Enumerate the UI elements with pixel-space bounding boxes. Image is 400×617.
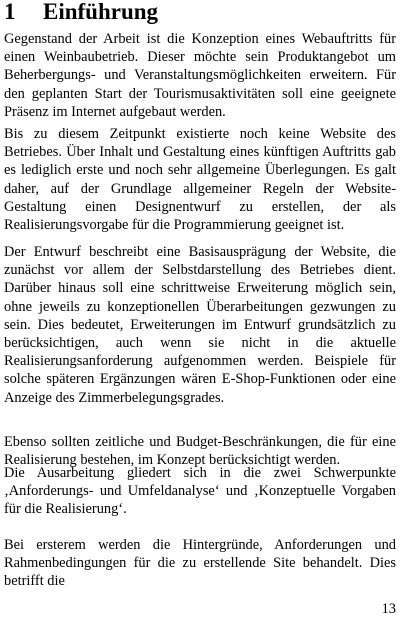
page-number: 13 bbox=[381, 601, 396, 617]
paragraph-initial-situation: Bis zu diesem Zeitpunkt existierte noch keine Website des Betriebes. Über Inhalt und Gestaltung eines künftigen Auftritts gab es lediglich erste und noch sehr allgemeine Überlegungen. Es galt daher, auf der Grundlage allgemeiner Regeln der Website-Gestaltung einen Designentwurf zu erstellen, der als Realisierungsvorgabe für die Programmierung geeignet ist. bbox=[4, 126, 396, 234]
chapter-title: Einführung bbox=[43, 0, 159, 24]
paragraph-analysis-intro: Bei ersterem werden die Hintergründe, Anforderungen und Rahmenbedingungen für die zu erstellende Site behandelt. Dies betrifft die bbox=[4, 537, 396, 590]
paragraph-structure: Die Ausarbeitung gliedert sich in die zwei Schwerpunkte ‚Anforderungs- und Umfeldanalyse‘ und ‚Konzeptuelle Vorgaben für die Realisierung‘. bbox=[4, 465, 396, 518]
chapter-heading bbox=[4, 0, 158, 25]
paragraph-design-draft: Der Entwurf beschreibt eine Basisausprägung der Website, die zunächst vor allem der Selbstdarstellung des Betriebes dient. Darüber hinaus soll eine schrittweise Erweiterung möglich sein, ohne jeweils zu konzeptionellen Überarbeitungen gezwungen zu sein. Dies bedeutet, Erweiterungen im Entwurf grundsätzlich zu berücksichtigen, auch wenn sie nicht in die aktuelle Realisierungsanforderung aufgenommen werden. Beispiele für solche späteren Ergänzungen wären E-Shop-Funktionen oder eine Anzeige des Zimmerbelegungsgrades. bbox=[4, 244, 396, 406]
chapter-number: 1 bbox=[4, 0, 16, 24]
document-page bbox=[4, 0, 396, 617]
paragraph-subject: Gegenstand der Arbeit ist die Konzeption eines Webauftritts für einen Weinbaubetrieb. Dieser möchte sein Produktangebot um Beherbergungs- und Veranstaltungsmöglichkeiten erweitern. Für den geplanten Start der Tourismusaktivitäten soll eine geeignete Präsenz im Internet aufgebaut werden. bbox=[4, 31, 396, 120]
paragraph-constraints: Ebenso sollten zeitliche und Budget-Beschränkungen, die für eine Realisierung bestehen, im Konzept berücksichtigt werden. bbox=[4, 434, 396, 469]
